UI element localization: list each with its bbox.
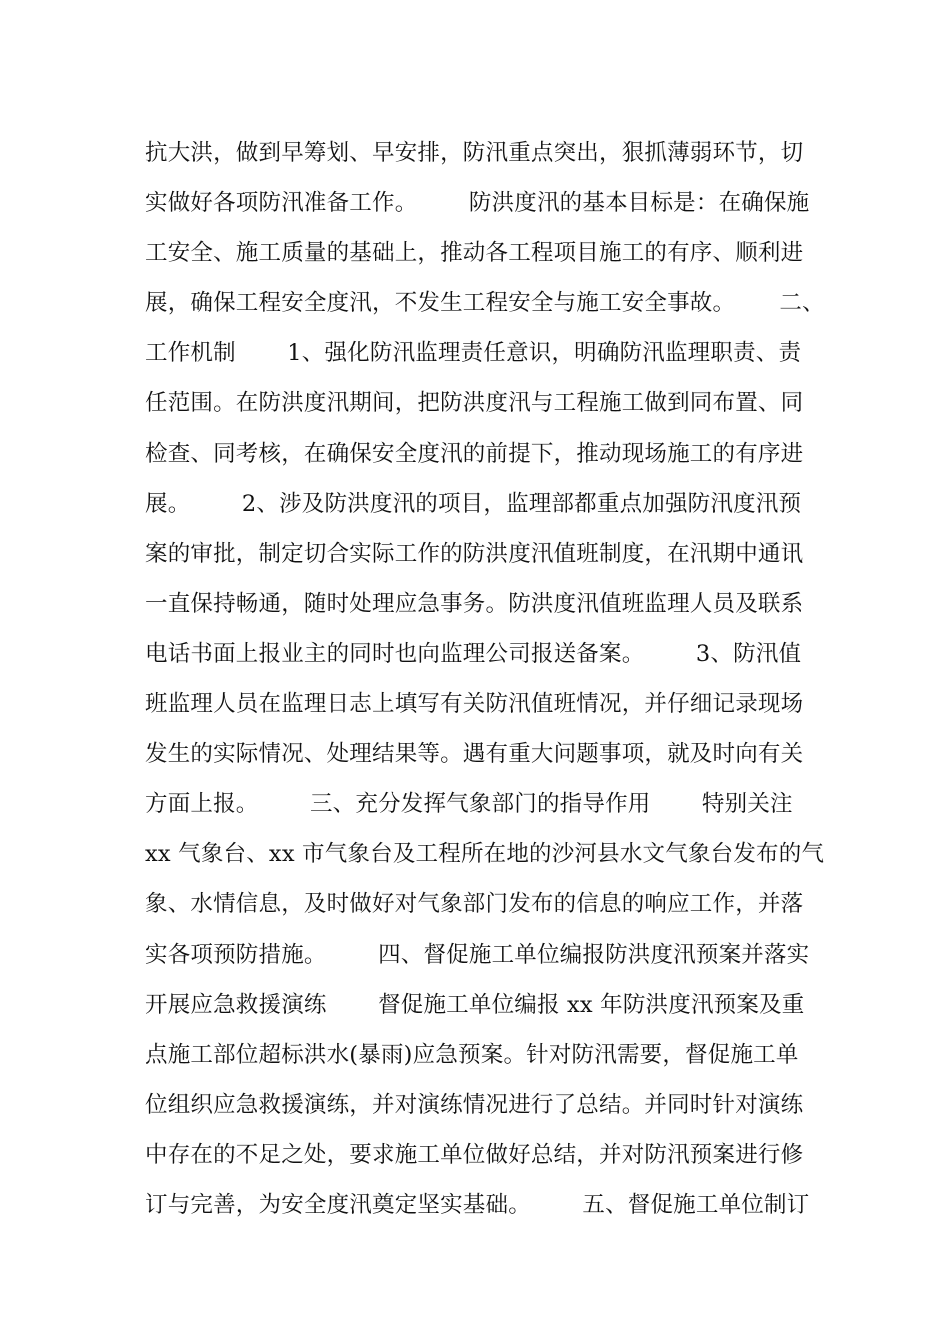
text-line-21: 中存在的不足之处，要求施工单位做好总结，并对防汛预案进行修 (145, 1141, 804, 1168)
text-line-9: 案的审批，制定切合实际工作的防洪度汛值班制度，在汛期中通讯 (145, 540, 804, 567)
text-line-4: 展，确保工程安全度汛，不发生工程安全与施工安全事故。 二、 (145, 290, 825, 317)
body-text (145, 128, 845, 1230)
text-line-8: 展。 2、涉及防洪度汛的项目，监理部都重点加强防汛度汛预 (145, 490, 802, 517)
text-line-19: 点施工部位超标洪水(暴雨)应急预案。针对防汛需要，督促施工单 (145, 1041, 799, 1068)
text-line-11: 电话书面上报业主的同时也向监理公司报送备案。 3、防汛值 (145, 640, 802, 667)
text-line-12: 班监理人员在监理日志上填写有关防汛值班情况，并仔细记录现场 (145, 691, 804, 718)
text-line-14: 方面上报。 三、充分发挥气象部门的指导作用 特别关注 (145, 791, 793, 818)
text-line-7: 检查、同考核，在确保安全度汛的前提下，推动现场施工的有序进 (145, 440, 804, 467)
text-line-17: 实各项预防措施。 四、督促施工单位编报防洪度汛预案并落实 (145, 941, 810, 968)
text-line-2: 实做好各项防汛准备工作。 防洪度汛的基本目标是：在确保施 (145, 190, 810, 217)
text-line-22: 订与完善，为安全度汛奠定坚实基础。 五、督促施工单位制订 (145, 1191, 810, 1218)
text-line-13: 发生的实际情况、处理结果等。遇有重大问题事项，就及时向有关 (145, 741, 804, 768)
text-line-20: 位组织应急救援演练，并对演练情况进行了总结。并同时针对演练 (145, 1091, 804, 1118)
text-line-15: xx 气象台、xx 市气象台及工程所在地的沙河县水文气象台发布的气 (145, 841, 825, 868)
text-line-5: 工作机制 1、强化防汛监理责任意识，明确防汛监理职责、责 (145, 340, 802, 367)
text-line-3: 工安全、施工质量的基础上，推动各工程项目施工的有序、顺利进 (145, 240, 804, 267)
text-line-10: 一直保持畅通，随时处理应急事务。防洪度汛值班监理人员及联系 (145, 590, 804, 617)
text-line-16: 象、水情信息，及时做好对气象部门发布的信息的响应工作，并落 (145, 891, 804, 918)
text-line-18: 开展应急救援演练 督促施工单位编报 xx 年防洪度汛预案及重 (145, 991, 805, 1018)
text-line-1: 抗大洪，做到早筹划、早安排，防汛重点突出，狠抓薄弱环节，切 (145, 140, 804, 166)
text-line-6: 任范围。在防洪度汛期间，把防洪度汛与工程施工做到同布置、同 (145, 390, 804, 417)
